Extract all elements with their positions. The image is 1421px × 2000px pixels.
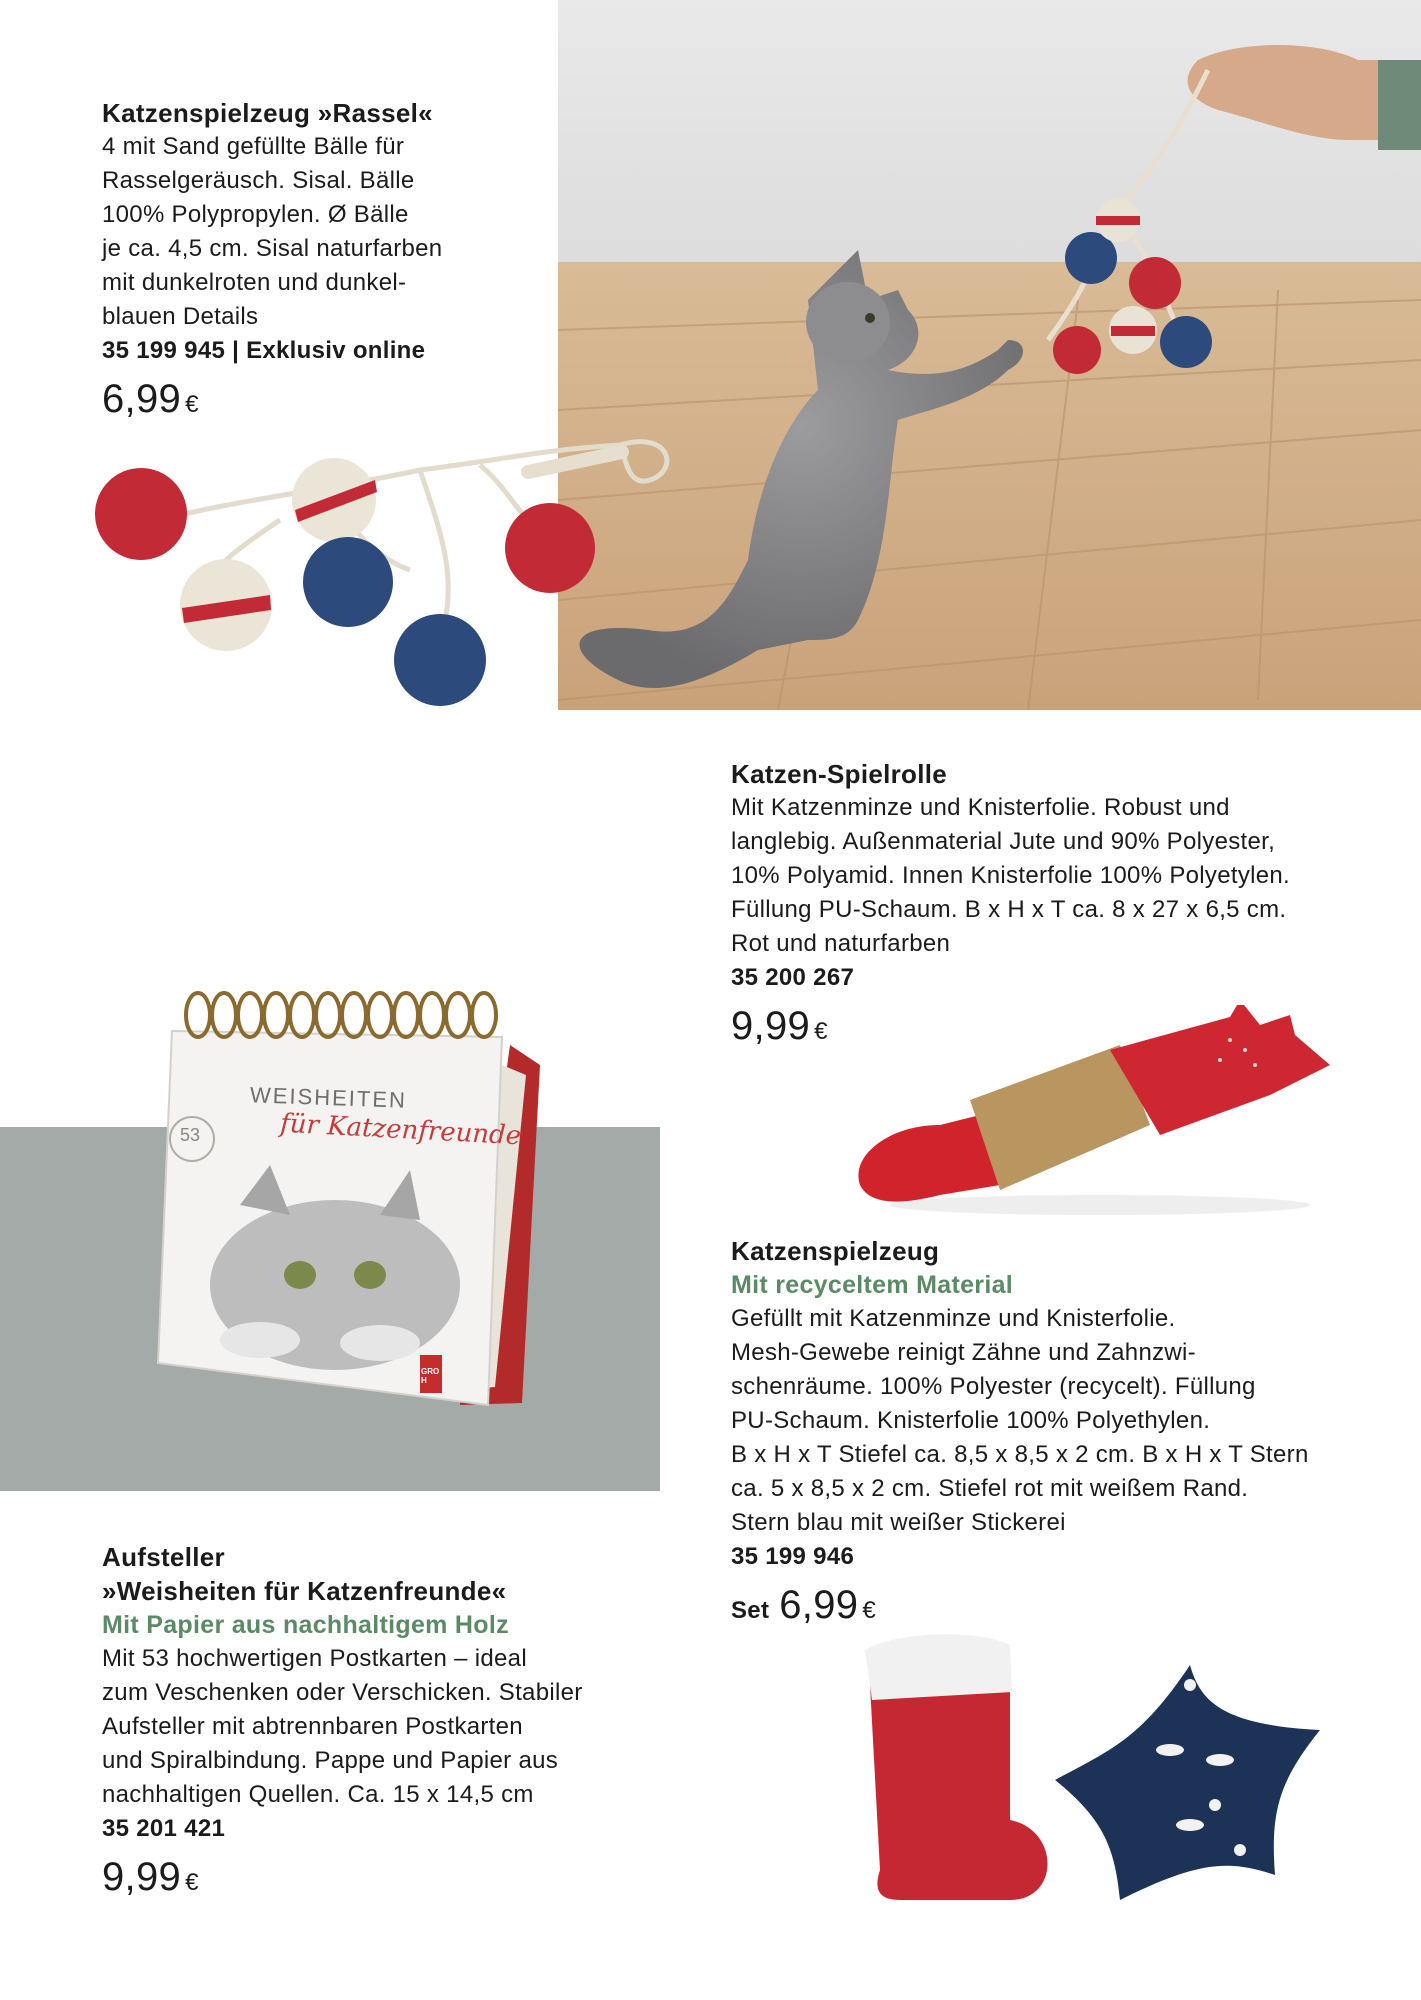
description-line: zum Veschenken oder Verschicken. Stabiler	[102, 1679, 583, 1706]
price	[102, 374, 522, 430]
description-line: 4 mit Sand gefüllte Bälle für	[102, 133, 405, 160]
description-line: je ca. 4,5 cm. Sisal naturfarben	[102, 235, 443, 262]
article-number: 35 199 945 | Exklusiv online	[102, 337, 426, 364]
description-line: Gefüllt mit Katzenminze und Knisterfolie.	[731, 1305, 1176, 1332]
rattle-balls-photo	[80, 410, 680, 710]
calendar-title: WEISHEITEN	[249, 1082, 408, 1113]
calendar-brand-logo: GROH	[421, 1367, 440, 1385]
product-rassel	[102, 96, 522, 430]
description-line: Rot und naturfarben	[731, 930, 951, 957]
product-title: Katzenspielzeug	[731, 1236, 940, 1266]
description-line: Mit Katzenminze und Knisterfolie. Robust und	[731, 794, 1230, 821]
price-prefix: Set	[731, 1597, 770, 1624]
description-line: Rasselgeräusch. Sisal. Bälle	[102, 167, 415, 194]
eco-label: Mit recyceltem Material	[731, 1271, 1014, 1299]
article-number: 35 201 421	[102, 1815, 226, 1842]
description-line: mit dunkelroten und dunkel-	[102, 269, 407, 296]
description-line: langlebig. Außenmaterial Jute und 90% Polyester,	[731, 828, 1276, 855]
price-value: 6,99	[779, 1583, 859, 1627]
description-line: ca. 5 x 8,5 x 2 cm. Stiefel rot mit weißem Rand.	[731, 1475, 1249, 1502]
product-title: Katzenspielzeug »Rassel«	[102, 98, 433, 128]
description-line: nachhaltigen Quellen. Ca. 15 x 14,5 cm	[102, 1781, 534, 1808]
price-value: 9,99	[731, 1004, 811, 1048]
price-value: 6,99	[102, 377, 182, 421]
currency-symbol: €	[862, 1597, 876, 1624]
product-title: Katzen-Spielrolle	[731, 759, 948, 789]
currency-symbol: €	[185, 1869, 199, 1896]
article-number: 35 199 946	[731, 1543, 855, 1570]
description-line: Mesh-Gewebe reinigt Zähne und Zahnzwi-	[731, 1339, 1196, 1366]
price-value: 9,99	[102, 1855, 182, 1899]
calendar-subtitle: für Katzenfreunde	[279, 1108, 522, 1152]
currency-symbol: €	[185, 391, 199, 418]
price	[731, 1580, 1391, 1636]
price	[731, 1001, 1371, 1057]
description-line: Füllung PU-Schaum. B x H x T ca. 8 x 27 x 6,5 cm.	[731, 896, 1287, 923]
description-line: 10% Polyamid. Innen Knisterfolie 100% Polyetylen.	[731, 862, 1291, 889]
description-line: 100% Polypropylen. Ø Bälle	[102, 201, 409, 228]
currency-symbol: €	[814, 1018, 828, 1045]
calendar-photo	[150, 975, 550, 1415]
description-line: B x H x T Stiefel ca. 8,5 x 8,5 x 2 cm. B x H x T Stern	[731, 1441, 1309, 1468]
description-line: Mit 53 hochwertigen Postkarten – ideal	[102, 1645, 527, 1672]
price	[102, 1852, 662, 1908]
description-line: blauen Details	[102, 303, 259, 330]
calendar-badge: 53	[180, 1125, 201, 1145]
stocking-star-photo	[860, 1630, 1330, 1910]
cat-playing-photo	[558, 0, 1421, 710]
description-line: PU-Schaum. Knisterfolie 100% Polyethylen.	[731, 1407, 1211, 1434]
description-line: Aufsteller mit abtrennbaren Postkarten	[102, 1713, 523, 1740]
product-title: »Weisheiten für Katzenfreunde«	[102, 1576, 507, 1606]
product-katzenspielzeug-set	[731, 1234, 1391, 1636]
description-line: Stern blau mit weißer Stickerei	[731, 1509, 1066, 1536]
description-line: schenräume. 100% Polyester (recycelt). Füllung	[731, 1373, 1256, 1400]
description-line: und Spiralbindung. Pappe und Papier aus	[102, 1747, 559, 1774]
article-number: 35 200 267	[731, 964, 855, 991]
product-spielrolle	[731, 757, 1371, 1057]
product-title: Aufsteller	[102, 1542, 225, 1572]
eco-label: Mit Papier aus nachhaltigem Holz	[102, 1611, 509, 1639]
product-aufsteller	[102, 1540, 662, 1908]
